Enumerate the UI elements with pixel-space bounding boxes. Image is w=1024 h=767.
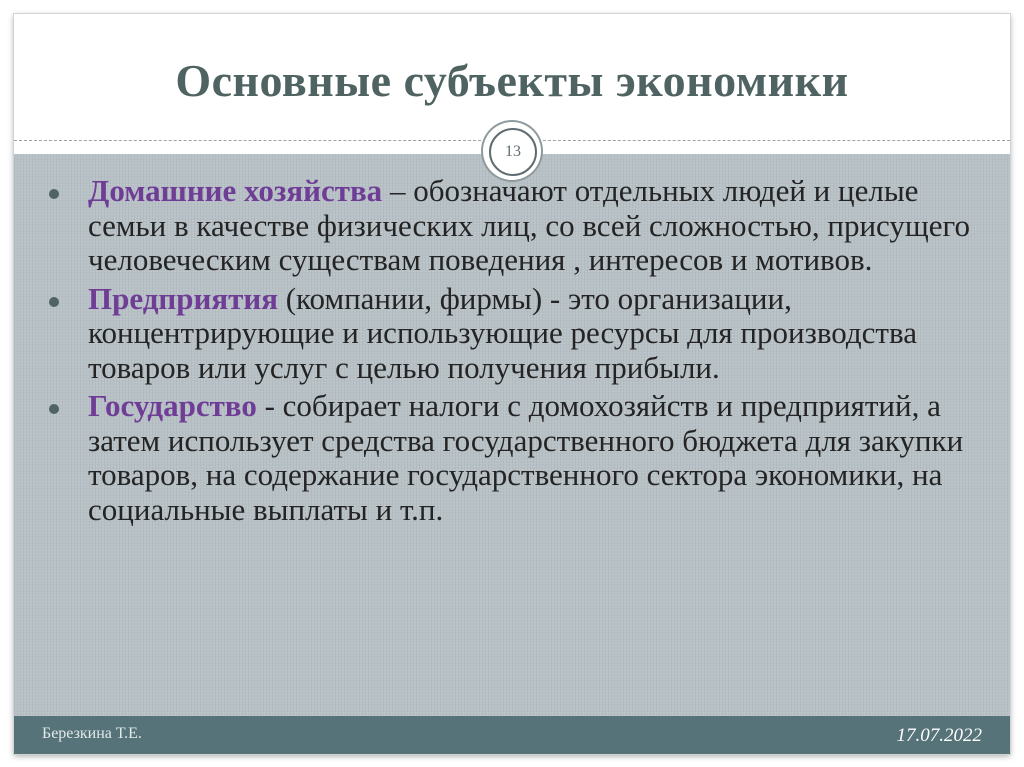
footer-bar	[14, 716, 1010, 754]
page-number-badge	[483, 122, 541, 180]
footer-author: Березкина Т.Е.	[42, 725, 142, 742]
bullet-households	[44, 174, 994, 278]
bullet-enterprises	[44, 282, 994, 386]
bullet-term: Государство	[88, 388, 257, 423]
page-number: 13	[489, 128, 537, 176]
bullet-text: - собирает налоги с домохозяйств и предприятий, а затем использует средства государственного бюджета для закупки товаров, на содержание государственного сектора экономики, на социальные выплаты и т.п.	[88, 388, 964, 527]
bullet-list	[44, 174, 994, 531]
bullet-term: Предприятия	[88, 280, 278, 316]
bullet-dot-icon	[49, 189, 59, 199]
slide-title: Основные субъекты экономики	[175, 55, 849, 106]
bullet-term: Домашние хозяйства	[88, 173, 383, 208]
bullet-state	[44, 389, 994, 527]
footer-date: 17.07.2022	[896, 725, 982, 746]
bullet-dot-icon	[49, 297, 59, 307]
slide	[14, 14, 1010, 754]
bullet-text: (компании, фирмы) - это организации, концентрирующие и использующие ресурсы для производства товаров или услуг с целью получения прибыли.	[88, 280, 917, 385]
bullet-text: – обозначают отдельных людей и целые семьи в качестве физических лиц, со всей сложностью, присущего человеческим существам поведения , интересов и мотивов.	[88, 173, 970, 277]
bullet-dot-icon	[49, 404, 59, 414]
